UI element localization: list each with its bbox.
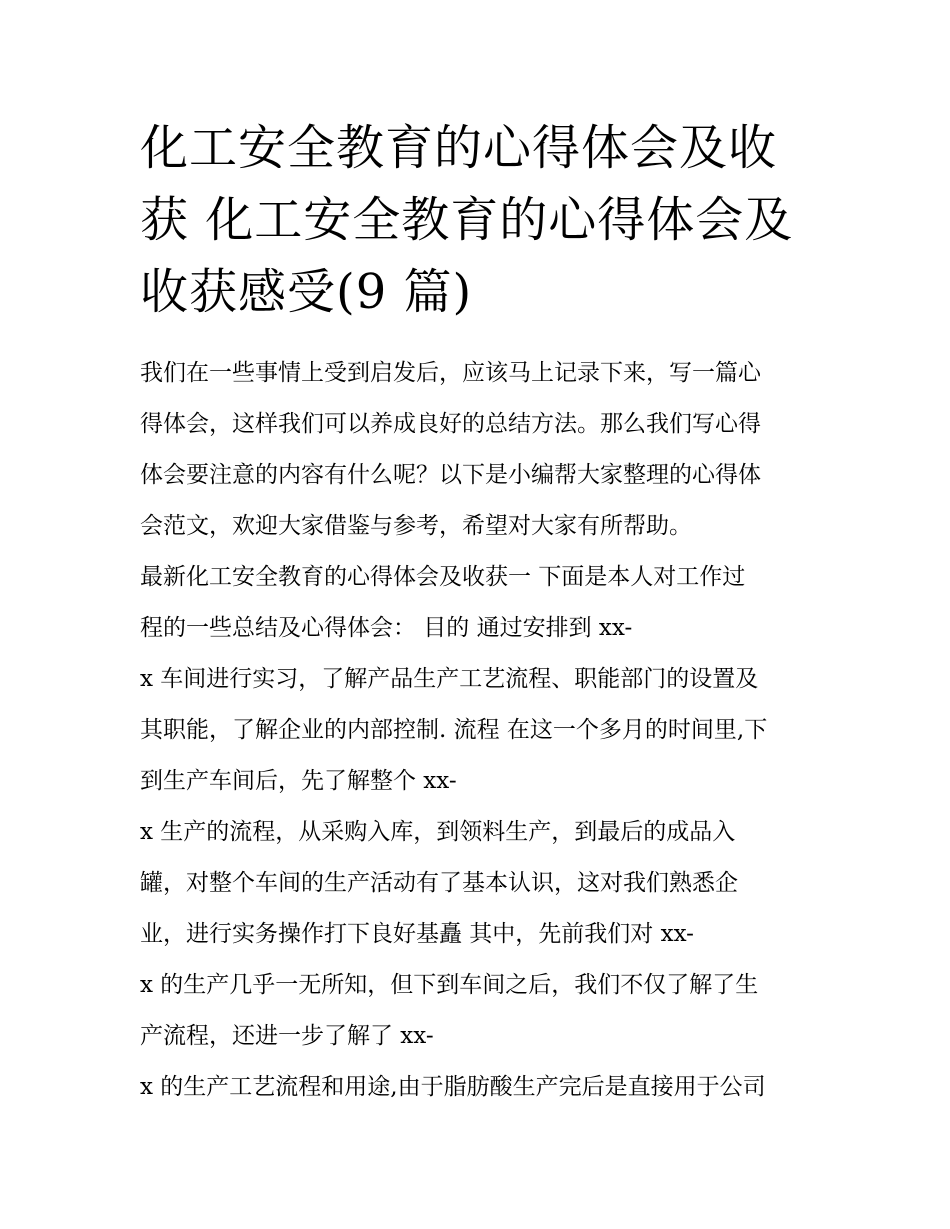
body-line: x 的生产工艺流程和用途,由于脂肪酸生产完后是直接用于公司 — [140, 1074, 766, 1100]
body-line: 到生产车间后，先了解整个 xx- — [140, 768, 457, 794]
body-line: 得体会，这样我们可以养成良好的总结方法。那么我们写心得 — [140, 411, 761, 437]
body-line: 我们在一些事情上受到启发后，应该马上记录下来，写一篇心 — [140, 360, 761, 386]
body-line: 其职能，了解企业的内部控制. 流程 在这一个多月的时间里,下 — [140, 717, 768, 743]
body-line: x 的生产几乎一无所知，但下到车间之后，我们不仅了解了生 — [140, 972, 759, 998]
body-line: x 车间进行实习，了解产品生产工艺流程、职能部门的设置及 — [140, 666, 759, 692]
body-line: 程的一些总结及心得体会： 目的 通过安排到 xx- — [140, 615, 633, 641]
title-line: 化工安全教育的心得体会及收 — [140, 120, 778, 176]
body-line: 业，进行实务操作打下良好基矗 其中，先前我们对 xx- — [140, 921, 694, 947]
body-line: 体会要注意的内容有什么呢？以下是小编帮大家整理的心得体 — [140, 462, 761, 488]
title-line: 收获感受(9 篇) — [140, 264, 473, 320]
body-line: 最新化工安全教育的心得体会及收获一 下面是本人对工作过 — [140, 564, 746, 590]
body-line: 会范文，欢迎大家借鉴与参考，希望对大家有所帮助。 — [140, 513, 692, 539]
document-body — [140, 348, 820, 1113]
document-page — [140, 112, 820, 1113]
body-line: 罐，对整个车间的生产活动有了基本认识，这对我们熟悉企 — [140, 870, 738, 896]
body-line: 产流程，还进一步了解了 xx- — [140, 1023, 434, 1049]
title-line: 获 化工安全教育的心得体会及 — [140, 192, 794, 248]
document-title — [140, 112, 820, 328]
body-line: x 生产的流程，从采购入库，到领料生产，到最后的成品入 — [140, 819, 736, 845]
